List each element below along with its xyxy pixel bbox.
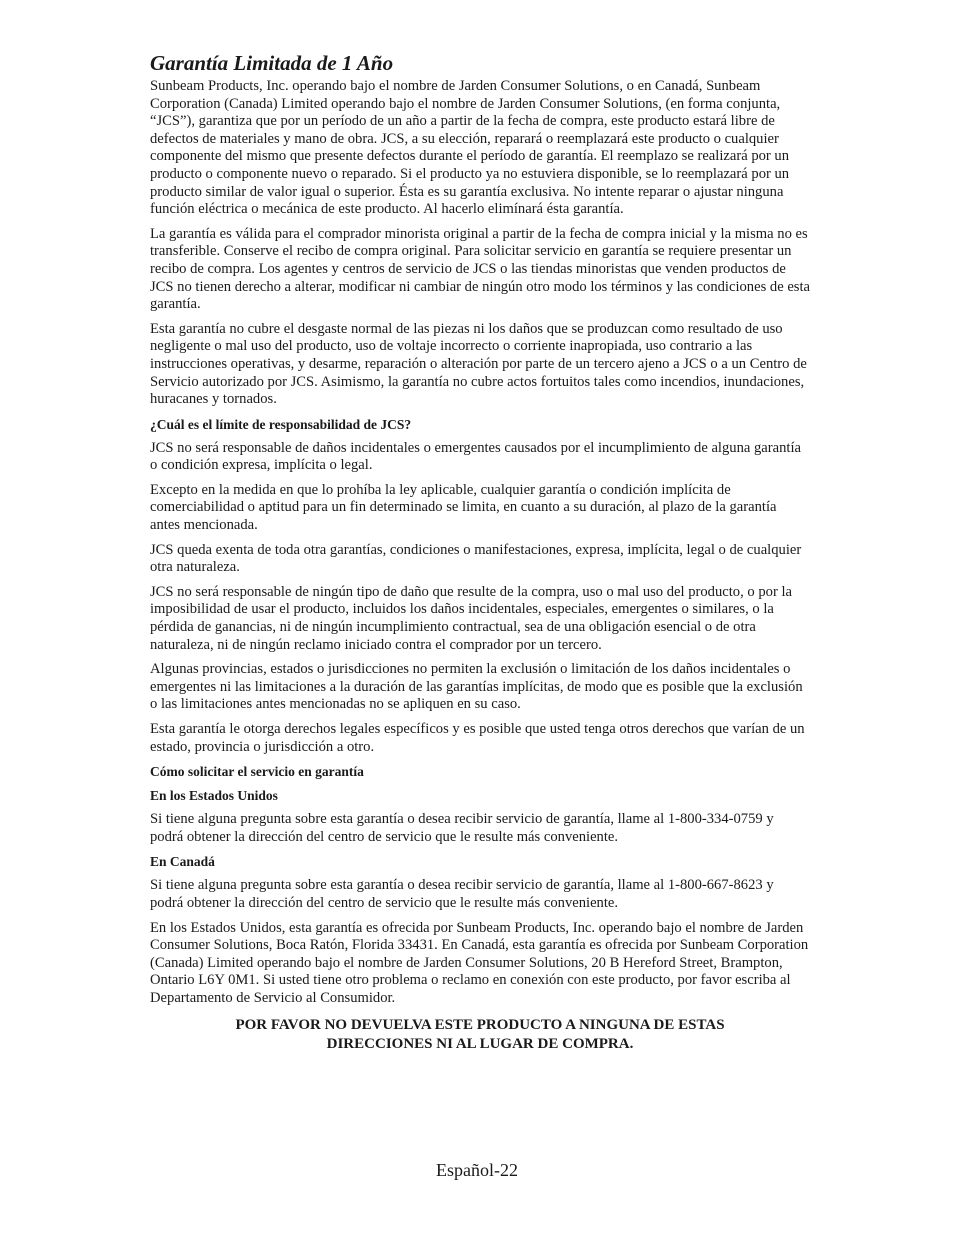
return-notice-line-2: DIRECCIONES NI AL LUGAR DE COMPRA. xyxy=(326,1035,634,1052)
canada-service-paragraph: Si tiene alguna pregunta sobre esta garantía o desea recibir servicio de garantía, llame al 1-800-667-8623 y podrá obtener la dirección del centro de servicio que le resulte más conveniente. xyxy=(150,877,774,911)
page-number: Español-22 xyxy=(436,1160,518,1180)
us-service-paragraph: Si tiene alguna pregunta sobre esta garantía o desea recibir servicio de garantía, llame al 1-800-334-0759 y podrá obtener la dirección del centro de servicio que le resulte más conveniente. xyxy=(150,811,774,845)
return-notice xyxy=(150,1016,810,1054)
damages-paragraph: JCS no será responsable de ningún tipo de daño que resulte de la compra, uso o mal uso del producto, o por la imposibilidad de usar el producto, incluidos los daños incidentales, especiales, emergentes o similares, o la pérdida de ganancias, ni de ningún incumplimiento contractual, sea de una obligación esencial o de otra naturaleza, ni de ningún reclamo iniciado contra el comprador por un tercero. xyxy=(150,583,792,653)
liability-heading: ¿Cuál es el límite de responsabilidad de JCS? xyxy=(150,416,412,432)
canada-heading: En Canadá xyxy=(150,854,215,870)
jurisdiction-paragraph: Algunas provincias, estados o jurisdicciones no permiten la exclusión o limitación de los daños incidentales o emergentes ni las limitaciones a la duración de las garantías implícitas, de modo que es posible que la exclusión o las limitaciones antes mencionadas no se apliquen en su caso. xyxy=(150,661,803,713)
page-title: Garantía Limitada de 1 Año xyxy=(150,51,394,75)
warranty-paragraph: Sunbeam Products, Inc. operando bajo el nombre de Jarden Consumer Solutions, o en Canadá, Sunbeam Corporation (Canada) Limited operando bajo el nombre de Jarden Consumer Solutions, (en forma conjunta, “JCS”), garantiza que por un período de un año a partir de la fecha de compra, este producto estará libre de defectos de materiales y mano de obra. JCS, a su elección, reparará o reemplazará este producto o cualquier componente del mismo que presente defectos durante el período de garantía. El reemplazo se realizará por un producto o componente nuevo o reparado. Si el producto ya no estuviera disponible, se lo reemplazará por un producto similar de valor igual o superior. Ésta es su garantía exclusiva. No intente reparar o ajustar ninguna función eléctrica o mecánica de este producto. Al hacerlo elimínará ésta garantía. xyxy=(150,78,790,218)
service-heading: Cómo solicitar el servicio en garantía xyxy=(150,764,364,780)
offered-by-paragraph: En los Estados Unidos, esta garantía es ofrecida por Sunbeam Products, Inc. operando bajo el nombre de Jarden Consumer Solutions, Boca Ratón, Florida 33431. En Canadá, esta garantía es ofrecida por Sunbeam Corporation (Canada) Limited operando bajo el nombre de Jarden Consumer Solutions, 20 B Hereford Street, Brampton, Ontario L6Y 0M1. Si usted tiene otro problema o reclamo en conexión con este producto, por favor escriba al Departamento de Servicio al Consumidor. xyxy=(150,919,809,1006)
warranty-document xyxy=(150,50,810,1054)
exemption-paragraph: JCS queda exenta de toda otra garantías, condiciones o manifestaciones, expresa, implícita, legal o de cualquier otra naturaleza. xyxy=(150,541,802,576)
return-notice-line-1: POR FAVOR NO DEVUELVA ESTE PRODUCTO A NINGUNA DE ESTAS xyxy=(235,1016,725,1033)
implied-warranty-paragraph: Excepto en la medida en que lo prohíba la ley aplicable, cualquier garantía o condición implícita de comerciabilidad o aptitud para un fin determinado se limita, en cuanto a su duración, al plazo de la garantía antes mencionada. xyxy=(150,481,777,534)
validity-paragraph: La garantía es válida para el comprador minorista original a partir de la fecha de compra inicial y la misma no es transferible. Conserve el recibo de compra original. Para solicitar servicio en garantía se requiere presentar un recibo de compra. Los agentes y centros de servicio de JCS o las tiendas minoristas que venden productos de JCS no tienen derecho a alterar, modificar ni cambiar de ningún otro modo los términos y las condiciones de esta garantía. xyxy=(150,225,811,313)
liability-paragraph: JCS no será responsable de daños incidentales o emergentes causados por el incumplimiento de alguna garantía o condición expresa, implícita o legal. xyxy=(150,439,801,474)
rights-paragraph: Esta garantía le otorga derechos legales específicos y es posible que usted tenga otros derechos que varían de un estado, provincia o jurisdicción a otro. xyxy=(150,721,805,755)
us-heading: En los Estados Unidos xyxy=(150,788,278,804)
exclusions-paragraph: Esta garantía no cubre el desgaste normal de las piezas ni los daños que se produzcan como resultado de uso negligente o mal uso del producto, uso de voltaje incorrecto o corriente inapropiada, uso contrario a las instrucciones operativas, y desarme, reparación o alteración por parte de un tercero ajeno a JCS o a un Centro de Servicio autorizado por JCS. Asimismo, la garantía no cubre actos fortuitos tales como incendios, inundaciones, huracanes y tornados. xyxy=(150,320,807,408)
